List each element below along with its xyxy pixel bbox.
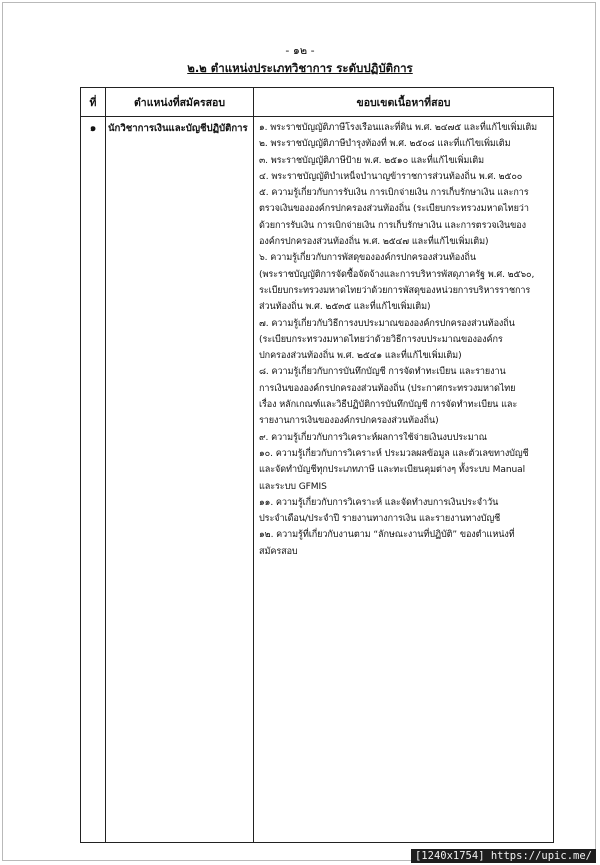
position-name: นักวิชาการเงินและบัญชีปฏิบัติการ [106,117,254,843]
scope-item-12: ๑๒. ความรู้ที่เกี่ยวกับงานตาม “ลักษณะงานที่ปฏิบัติ” ของตำแหน่งที่ สมัครสอบ [259,530,515,557]
scope-item-9: ๙. ความรู้เกี่ยวกับการวิเคราะห์ผลการใช้จ่ายเงินงบประมาณ [259,432,487,443]
image-size-watermark: [1240x1754] https://upic.me/ [411,849,596,863]
scope-item-10: ๑๐. ความรู้เกี่ยวกับการวิเคราะห์ ประมวลผลข้อมูล และตัวเลขทางบัญชี และจัดทำบัญชีทุกประเภทภาษี และทะเบียนคุมต่างๆ ทั้งระบบ Manual และระบบ GFMIS [259,448,529,492]
page-number: - ๑๒ - [285,44,315,57]
scope-item-4: ๔. พระราชบัญญัติบำเหน็จบำนาญข้าราชการส่วนท้องถิ่น พ.ศ. ๒๕๐๐ [259,171,523,182]
scope-item-8: ๘. ความรู้เกี่ยวกับการบันทึกบัญชี การจัดทำทะเบียน และรายงาน การเงินขององค์กรปกครองส่วนท้องถิ่น (ประกาศกระทรวงมหาดไทย เรื่อง หลักเกณฑ์และวิธีปฏิบัติการบันทึกบัญชี การจัดทำทะเบียน และ รายงานการเงินขององค์กรปกครองส่วนท้องถิ่น) [259,367,518,427]
section-title-text: ๒.๒ ตำแหน่งประเภทวิชาการ ระดับปฏิบัติการ [187,61,413,75]
section-title [0,60,600,78]
scope-item-5: ๕. ความรู้เกี่ยวกับการรับเงิน การเบิกจ่ายเงิน การเก็บรักษาเงิน และการ ตรวจเงินขององค์กรปกครองส่วนท้องถิ่น (ระเบียบกระทรวงมหาดไทยว่า ด้วยการรับเงิน การเบิกจ่ายเงิน การเก็บรักษาเงิน และการตรวจเงินของ องค์กรปกครองส่วนท้องถิ่น พ.ศ. ๒๕๔๗ และที่แก้ไขเพิ่มเติม) [259,188,529,248]
scope-item-2: ๒. พระราชบัญญัติภาษีบำรุงท้องที่ พ.ศ. ๒๕๐๘ และที่แก้ไขเพิ่มเติม [259,139,511,150]
header-scope: ขอบเขตเนื้อหาที่สอบ [254,88,554,117]
header-no: ที่ [81,88,106,117]
scope-item-1: ๑. พระราชบัญญัติภาษีโรงเรือนและที่ดิน พ.ศ. ๒๔๗๕ และที่แก้ไขเพิ่มเติม [259,123,538,133]
row-number: ๑ [81,117,106,843]
scope-item-11: ๑๑. ความรู้เกี่ยวกับการวิเคราะห์ และจัดทำงบการเงินประจำวัน ประจำเดือน/ประจำปี รายงานทางการเงิน และรายงานทางบัญชี [259,497,501,525]
header-position: ตำแหน่งที่สมัครสอบ [106,88,254,117]
scope-item-3: ๓. พระราชบัญญัติภาษีป้าย พ.ศ. ๒๕๑๐ และที่แก้ไขเพิ่มเติม [259,155,484,166]
scope-item-6: ๖. ความรู้เกี่ยวกับการพัสดุขององค์กรปกครองส่วนท้องถิ่น (พระราชบัญญัติการจัดซื้อจัดจ้างและการบริหารพัสดุภาครัฐ พ.ศ. ๒๕๖๐, ระเบียบกระทรวงมหาดไทยว่าด้วยการพัสดุของหน่วยการบริหารราชการ ส่วนท้องถิ่น พ.ศ. ๒๕๓๕ และที่แก้ไขเพิ่มเติม) [259,253,535,313]
table-header-row [81,88,554,117]
scope-item-7: ๗. ความรู้เกี่ยวกับวิธีการงบประมาณขององค์กรปกครองส่วนท้องถิ่น (ระเบียบกระทรวงมหาดไทยว่าด้วยวิธีการงบประมาณขององค์กร ปกครองส่วนท้องถิ่น พ.ศ. ๒๕๔๑ และที่แก้ไขเพิ่มเติม) [259,318,515,362]
scope-list [254,117,554,843]
table-row [81,117,554,843]
exam-scope-table [80,87,554,843]
